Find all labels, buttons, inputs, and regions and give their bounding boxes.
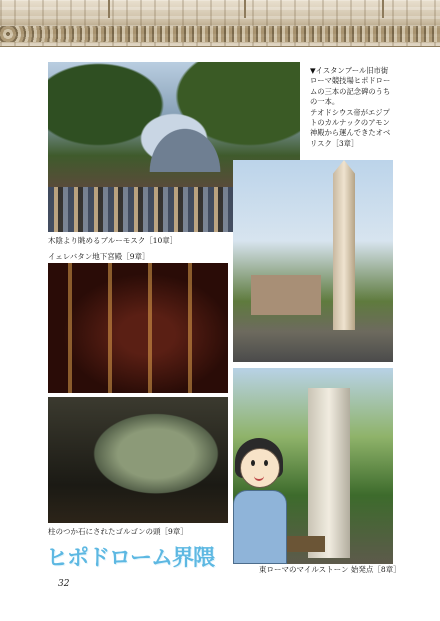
milestone-stone	[308, 388, 350, 558]
obelisk	[333, 160, 355, 330]
obelisk-note-line: テオドシウス帝がエジプ	[310, 107, 390, 117]
section-title: ヒポドローム界隈	[46, 546, 215, 571]
obelisk-note-line: トのカルナックのアモン	[310, 118, 390, 128]
figure-eye	[251, 460, 255, 466]
medusa-caption: 柱のつか石にされたゴルゴンの頭［9章］	[48, 527, 188, 536]
cistern-caption: イェレバタン地下宮殿［9章］	[48, 252, 150, 261]
obelisk-note-line: ▼イスタンブール旧市街	[310, 66, 389, 75]
page-number: 32	[58, 579, 70, 589]
milestone-caption: 東ローマのマイルストーン 始発点［8章］	[259, 565, 401, 574]
banner-segment	[246, 0, 384, 18]
figure-eye	[264, 460, 268, 466]
mosque-dome	[140, 117, 230, 172]
banner-scroll-ornament	[0, 26, 440, 42]
banner-segment	[110, 0, 246, 18]
milestone-sign	[281, 536, 325, 552]
cartoon-guide-figure	[231, 438, 287, 562]
figure-body	[233, 490, 287, 564]
obelisk-note-line: の一本。	[310, 97, 340, 107]
obelisk-note	[310, 66, 392, 149]
banner-segment	[0, 0, 110, 18]
decorative-banner	[0, 0, 440, 47]
obelisk-note-line: ローマ競技場ヒポドロー	[310, 76, 391, 86]
obelisk-note-line: 神殿から運んできたオベ	[310, 128, 391, 138]
cistern-photo	[48, 263, 228, 393]
obelisk-photo	[233, 160, 393, 362]
obelisk-note-line: ムの三本の記念碑のうち	[310, 86, 391, 96]
medusa-head-photo	[48, 397, 228, 523]
building	[251, 275, 321, 315]
figure-face	[240, 448, 280, 488]
blue-mosque-caption: 木陰より眺めるブルーモスク［10章］	[48, 236, 178, 245]
obelisk-note-line: リスク［3章］	[310, 138, 359, 148]
